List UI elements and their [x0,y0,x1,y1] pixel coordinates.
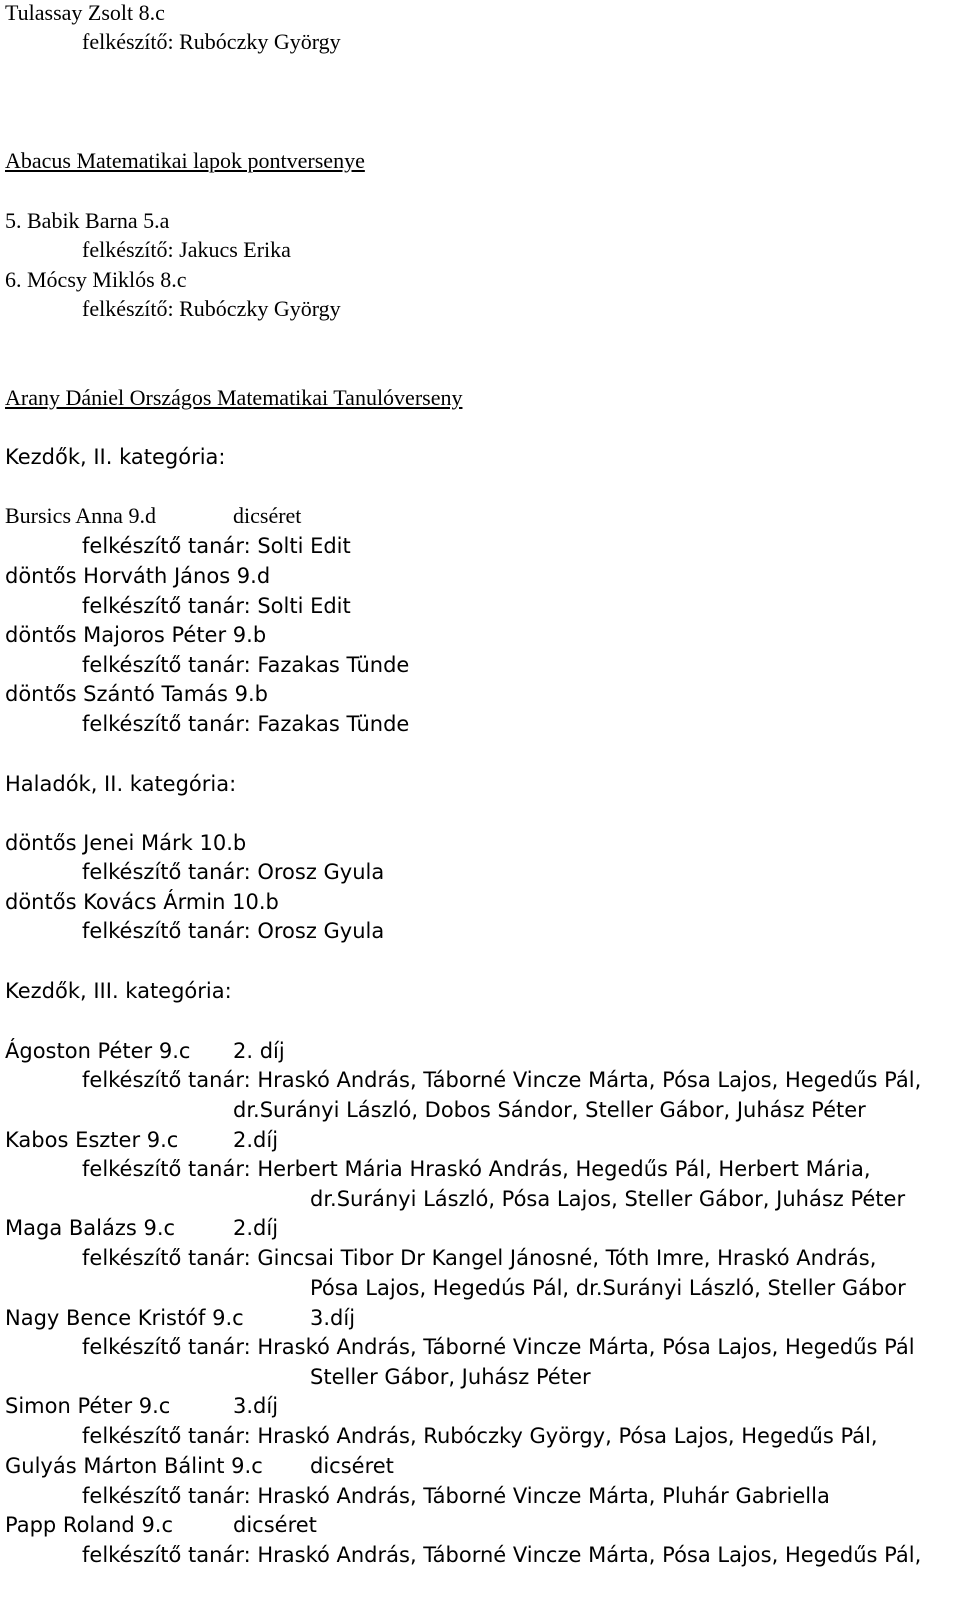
teacher-line-continued: Pósa Lajos, Hegedús Pál, dr.Surányi László, Steller Gábor [310,1276,906,1300]
teacher-line: felkészítő tanár: Hraskó András, Rubóczky György, Pósa Lajos, Hegedűs Pál, [82,1424,878,1448]
teacher-line: felkészítő tanár: Hraskó András, Táborné Vincze Márta, Pósa Lajos, Hegedűs Pál, [82,1068,922,1092]
student-line: döntős Majoros Péter 9.b [5,623,267,647]
student-line: 6. Mócsy Miklós 8.c [5,267,187,292]
section-heading: Arany Dániel Országos Matematikai Tanulóverseny [5,385,463,410]
student-line: Tulassay Zsolt 8.c [5,0,165,25]
teacher-line: felkészítő: Rubóczky György [82,296,341,321]
teacher-line: felkészítő tanár: Hraskó András, Táborné Vincze Márta, Pósa Lajos, Hegedűs Pál [82,1335,915,1359]
student-line: 5. Babik Barna 5.a [5,208,170,233]
student-line: Simon Péter 9.c [5,1394,171,1418]
teacher-line: felkészítő tanár: Hraskó András, Táborné Vincze Márta, Pósa Lajos, Hegedűs Pál, [82,1543,922,1567]
student-line: Bursics Anna 9.d [5,503,156,528]
teacher-line: felkészítő tanár: Fazakas Tünde [82,653,410,677]
result-label: dicséret [310,1454,394,1478]
section-heading: Abacus Matematikai lapok pontversenye [5,148,365,173]
student-line: Maga Balázs 9.c [5,1216,176,1240]
result-label: dicséret [233,503,302,528]
result-label: 2. díj [233,1039,285,1063]
teacher-line: felkészítő tanár: Herbert Mária Hraskó András, Hegedűs Pál, Herbert Mária, [82,1157,871,1181]
student-line: Nagy Bence Kristóf 9.c [5,1306,244,1330]
student-line: döntős Szántó Tamás 9.b [5,682,269,706]
result-label: 2.díj [233,1128,279,1152]
teacher-line: felkészítő tanár: Solti Edit [82,594,351,618]
teacher-line: felkészítő tanár: Fazakas Tünde [82,712,410,736]
result-label: 3.díj [233,1394,279,1418]
result-label: dicséret [233,1513,317,1537]
teacher-line: felkészítő: Rubóczky György [82,29,341,54]
result-label: 2.díj [233,1216,279,1240]
student-line: döntős Horváth János 9.d [5,564,271,588]
category-heading: Haladók, II. kategória: [5,772,237,796]
result-label: 3.díj [310,1306,356,1330]
student-line: Papp Roland 9.c [5,1513,174,1537]
student-line: döntős Jenei Márk 10.b [5,831,247,855]
teacher-line: felkészítő tanár: Hraskó András, Táborné Vincze Márta, Pluhár Gabriella [82,1484,830,1508]
teacher-line-continued: Steller Gábor, Juhász Péter [310,1365,591,1389]
category-heading: Kezdők, III. kategória: [5,979,232,1003]
student-line: döntős Kovács Ármin 10.b [5,890,279,914]
teacher-line: felkészítő tanár: Gincsai Tibor Dr Kangel Jánosné, Tóth Imre, Hraskó András, [82,1246,877,1270]
teacher-line-continued: dr.Surányi László, Dobos Sándor, Steller Gábor, Juhász Péter [233,1098,866,1122]
teacher-line-continued: dr.Surányi László, Pósa Lajos, Steller Gábor, Juhász Péter [310,1187,906,1211]
teacher-line: felkészítő tanár: Orosz Gyula [82,919,385,943]
category-heading: Kezdők, II. kategória: [5,445,226,469]
teacher-line: felkészítő tanár: Solti Edit [82,534,351,558]
student-line: Kabos Eszter 9.c [5,1128,179,1152]
student-line: Gulyás Márton Bálint 9.c [5,1454,263,1478]
teacher-line: felkészítő tanár: Orosz Gyula [82,860,385,884]
student-line: Ágoston Péter 9.c [5,1039,191,1063]
teacher-line: felkészítő: Jakucs Erika [82,237,291,262]
